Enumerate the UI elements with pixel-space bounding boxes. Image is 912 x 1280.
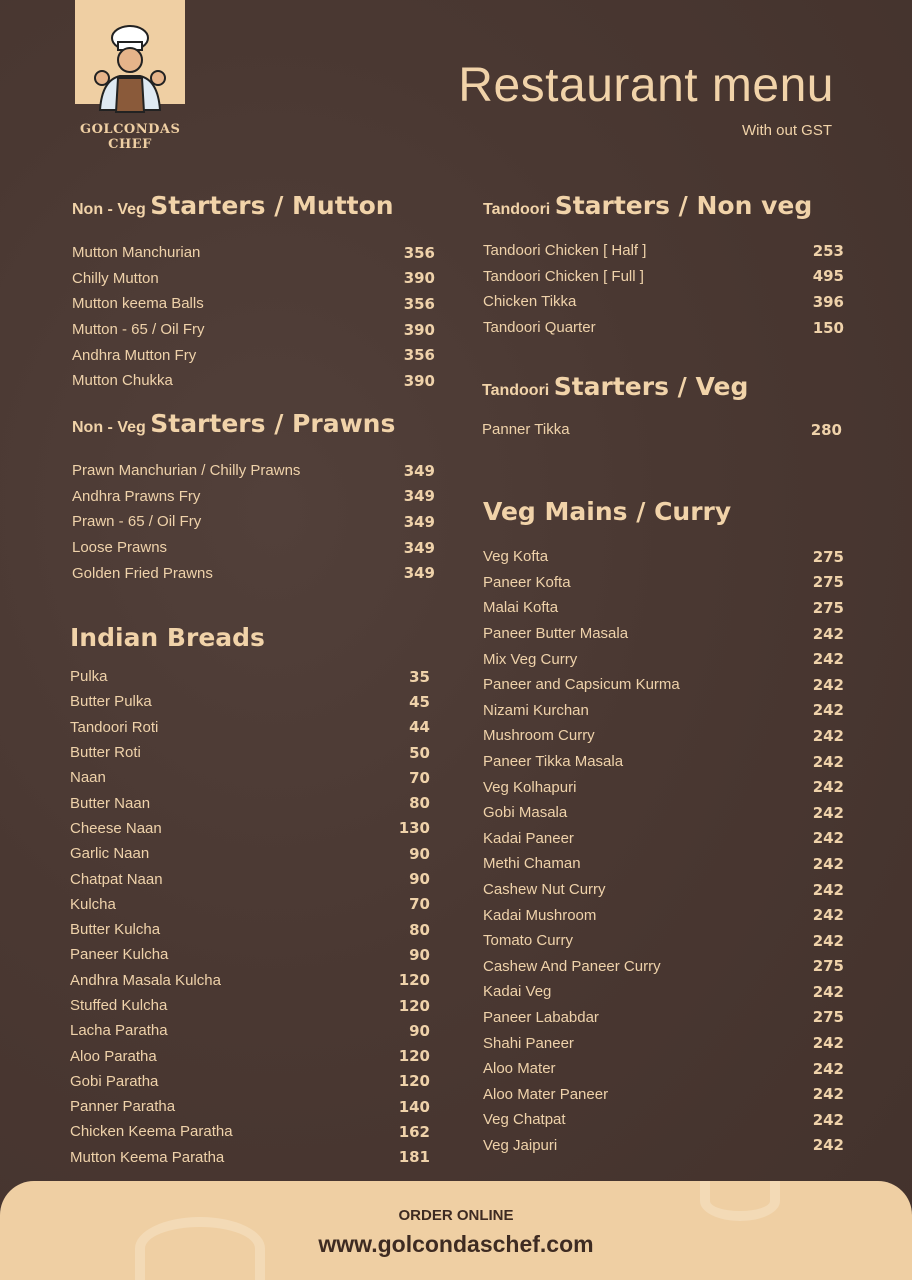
menu-item-price: 150 xyxy=(812,318,844,337)
menu-item-price: 242 xyxy=(812,803,844,822)
menu-item xyxy=(70,841,430,866)
menu-item xyxy=(72,266,435,292)
menu-item-name: Butter Kulcha xyxy=(70,921,161,939)
menu-item-name: Mushroom Curry xyxy=(483,727,595,745)
menu-item-name: Butter Pulka xyxy=(70,693,152,711)
menu-item-price: 140 xyxy=(398,1097,430,1116)
section-prawn-starters xyxy=(72,409,435,586)
menu-item-name: Lacha Paratha xyxy=(70,1022,168,1040)
menu-item-name: Aloo Paratha xyxy=(70,1047,157,1065)
menu-item-name: Tandoori Chicken [ Full ] xyxy=(483,267,644,285)
brand-logo-text xyxy=(80,122,180,152)
menu-item-price: 70 xyxy=(409,895,430,914)
menu-item-name: Chicken Keema Paratha xyxy=(70,1123,233,1141)
menu-item xyxy=(483,698,844,724)
menu-item-price: 242 xyxy=(812,906,844,925)
menu-item xyxy=(72,291,435,317)
section-heading xyxy=(482,372,842,401)
menu-item-name: Shahi Paneer xyxy=(483,1034,574,1052)
menu-item-price: 70 xyxy=(409,768,430,787)
menu-item-name: Andhra Mutton Fry xyxy=(72,346,197,364)
menu-item-name: Mutton keema Balls xyxy=(72,295,204,313)
menu-item-name: Chicken Tikka xyxy=(483,293,577,311)
menu-item-price: 349 xyxy=(403,512,435,531)
menu-item-name: Paneer Tikka Masala xyxy=(483,753,624,771)
menu-item-price: 349 xyxy=(403,538,435,557)
menu-item-price: 242 xyxy=(812,726,844,745)
section-title: Indian Breads xyxy=(70,623,265,652)
page-subtitle: With out GST xyxy=(741,122,832,139)
menu-item xyxy=(483,264,844,290)
menu-item xyxy=(72,509,435,535)
menu-item-price: 349 xyxy=(403,564,435,583)
menu-item-name: Gobi Masala xyxy=(483,804,568,822)
menu-item-price: 242 xyxy=(812,1110,844,1129)
menu-item-price: 349 xyxy=(403,487,435,506)
menu-item xyxy=(70,942,430,967)
menu-item-price: 242 xyxy=(812,650,844,669)
menu-item xyxy=(483,238,844,264)
menu-item-name: Butter Roti xyxy=(70,744,141,762)
menu-item-name: Cashew And Paneer Curry xyxy=(483,957,661,975)
menu-item-price: 50 xyxy=(409,743,430,762)
menu-item-name: Paneer Butter Masala xyxy=(483,625,629,643)
menu-item-price: 35 xyxy=(409,667,430,686)
menu-item-name: Kulcha xyxy=(70,895,116,913)
menu-item-price: 80 xyxy=(409,920,430,939)
menu-item-name: Tandoori Quarter xyxy=(483,319,596,337)
menu-item-name: Andhra Masala Kulcha xyxy=(70,971,221,989)
menu-item-price: 120 xyxy=(398,996,430,1015)
menu-item-price: 242 xyxy=(812,1034,844,1053)
menu-item xyxy=(483,800,844,826)
menu-item xyxy=(70,816,430,841)
menu-item-name: Andhra Prawns Fry xyxy=(72,487,201,505)
menu-item-price: 495 xyxy=(812,267,844,286)
menu-item-name: Cashew Nut Curry xyxy=(483,881,606,899)
menu-item-list xyxy=(70,664,430,1170)
section-title: Veg Mains / Curry xyxy=(483,497,732,526)
menu-item xyxy=(72,535,435,561)
menu-item-name: Stuffed Kulcha xyxy=(70,997,168,1014)
menu-item xyxy=(70,1145,430,1170)
section-prefix: Tandoori xyxy=(482,382,550,399)
order-online-label: ORDER ONLINE xyxy=(398,1207,514,1224)
menu-item-price: 242 xyxy=(812,829,844,848)
section-prefix: Tandoori xyxy=(483,201,551,218)
menu-item-name: Mutton Keema Paratha xyxy=(70,1148,225,1166)
section-mutton-starters xyxy=(72,191,435,394)
menu-item-price: 242 xyxy=(812,752,844,771)
menu-item xyxy=(483,826,844,852)
menu-item-name: Panner Paratha xyxy=(70,1098,176,1116)
menu-item-name: Golden Fried Prawns xyxy=(72,564,213,582)
menu-item-name: Paneer Kulcha xyxy=(70,946,169,964)
menu-item-price: 275 xyxy=(812,1008,844,1027)
menu-item xyxy=(483,646,844,672)
website-link[interactable]: www.golcondaschef.com xyxy=(318,1231,594,1257)
menu-item-name: Chatpat Naan xyxy=(70,870,163,888)
menu-item xyxy=(483,723,844,749)
menu-item-price: 356 xyxy=(403,346,435,365)
menu-item xyxy=(483,595,844,621)
menu-item-name: Tandoori Chicken [ Half ] xyxy=(483,242,647,260)
section-veg-mains xyxy=(483,497,844,1158)
menu-item-price: 80 xyxy=(409,794,430,813)
menu-item-price: 242 xyxy=(812,1085,844,1104)
menu-item xyxy=(483,749,844,775)
menu-item xyxy=(70,740,430,765)
menu-item xyxy=(483,1133,844,1159)
menu-item-price: 390 xyxy=(403,269,435,288)
menu-item xyxy=(72,458,435,484)
brand-name-line1: GOLCONDAS xyxy=(80,122,181,137)
menu-item-price: 181 xyxy=(398,1148,430,1167)
footer-banner xyxy=(0,1181,912,1280)
menu-item xyxy=(483,877,844,903)
menu-item-name: Panner Tikka xyxy=(482,421,570,439)
menu-item xyxy=(72,484,435,510)
menu-item-name: Paneer Lababdar xyxy=(483,1008,599,1026)
menu-item-list xyxy=(72,240,435,394)
menu-item-price: 120 xyxy=(398,1047,430,1066)
menu-item-name: Aloo Mater xyxy=(483,1060,556,1078)
menu-item xyxy=(70,664,430,689)
section-heading xyxy=(483,191,844,220)
menu-item xyxy=(72,240,435,266)
menu-item xyxy=(70,1043,430,1068)
menu-item-name: Veg Kofta xyxy=(483,548,549,566)
menu-item-name: Pulka xyxy=(70,668,108,686)
menu-item-name: Methi Chaman xyxy=(483,855,581,873)
menu-item xyxy=(483,1081,844,1107)
menu-item xyxy=(70,1094,430,1119)
menu-item-price: 242 xyxy=(812,701,844,720)
section-tandoori-veg xyxy=(482,372,842,443)
menu-item-price: 396 xyxy=(812,292,844,311)
menu-item-price: 253 xyxy=(812,241,844,260)
brand-name-line2: CHEF xyxy=(108,137,152,152)
menu-item xyxy=(72,342,435,368)
menu-item-name: Mutton - 65 / Oil Fry xyxy=(72,321,205,339)
menu-item-price: 242 xyxy=(812,880,844,899)
menu-item-price: 130 xyxy=(398,819,430,838)
menu-item xyxy=(483,315,844,341)
section-title: Starters / Mutton xyxy=(150,191,394,220)
section-prefix: Non - Veg xyxy=(72,201,146,218)
menu-item-price: 242 xyxy=(812,778,844,797)
menu-item xyxy=(72,368,435,394)
menu-item xyxy=(483,1107,844,1133)
menu-item-name: Veg Chatpat xyxy=(483,1111,566,1129)
menu-item-name: Veg Jaipuri xyxy=(483,1136,558,1154)
menu-item xyxy=(483,621,844,647)
menu-item-price: 280 xyxy=(810,420,842,439)
menu-item-price: 356 xyxy=(403,294,435,313)
menu-item xyxy=(70,968,430,993)
chef-mascot-icon xyxy=(80,20,180,120)
menu-item-name: Kadai Veg xyxy=(483,983,552,1001)
menu-item-name: Mix Veg Curry xyxy=(483,650,578,668)
menu-item xyxy=(483,1005,844,1031)
menu-item-price: 242 xyxy=(812,982,844,1001)
section-heading xyxy=(72,409,435,438)
menu-item-price: 90 xyxy=(409,844,430,863)
menu-item-name: Butter Naan xyxy=(70,794,151,812)
menu-item-price: 242 xyxy=(812,675,844,694)
menu-item-name: Prawn - 65 / Oil Fry xyxy=(72,513,202,531)
menu-item xyxy=(72,560,435,586)
section-title: Starters / Prawns xyxy=(150,409,396,438)
menu-item xyxy=(70,765,430,790)
menu-item xyxy=(483,979,844,1005)
menu-item-name: Prawn Manchurian / Chilly Prawns xyxy=(72,462,301,480)
menu-item-name: Loose Prawns xyxy=(72,539,168,557)
menu-item xyxy=(70,993,430,1018)
menu-item-price: 45 xyxy=(409,692,430,711)
menu-item-price: 90 xyxy=(409,1021,430,1040)
menu-item-name: Paneer and Capsicum Kurma xyxy=(483,676,680,694)
menu-item-price: 390 xyxy=(403,371,435,390)
menu-item xyxy=(483,1030,844,1056)
menu-item xyxy=(483,544,844,570)
menu-item-price: 275 xyxy=(812,957,844,976)
menu-item-name: Gobi Paratha xyxy=(70,1072,159,1090)
menu-item xyxy=(483,954,844,980)
menu-item-price: 90 xyxy=(409,870,430,889)
menu-item-price: 242 xyxy=(812,1059,844,1078)
menu-item-price: 390 xyxy=(403,320,435,339)
menu-item-list xyxy=(483,544,844,1158)
menu-item xyxy=(483,672,844,698)
menu-item-name: Mutton Chukka xyxy=(72,372,173,390)
menu-item-name: Kadai Mushroom xyxy=(483,906,597,924)
menu-item-name: Mutton Manchurian xyxy=(72,244,201,262)
menu-item-list xyxy=(483,238,844,340)
menu-item-price: 242 xyxy=(812,854,844,873)
menu-item-name: Chilly Mutton xyxy=(72,269,159,287)
menu-item-name: Paneer Kofta xyxy=(483,573,571,591)
section-title: Starters / Non veg xyxy=(554,191,813,220)
section-title: Starters / Veg xyxy=(553,372,749,401)
section-tandoori-nonveg xyxy=(483,191,844,340)
menu-item-list xyxy=(72,458,435,586)
menu-item-name: Tandoori Roti xyxy=(70,718,159,736)
menu-item-price: 242 xyxy=(812,624,844,643)
menu-item xyxy=(70,689,430,714)
menu-item-name: Naan xyxy=(70,769,106,787)
menu-item-price: 162 xyxy=(398,1122,430,1141)
menu-item-name: Nizami Kurchan xyxy=(483,701,589,719)
menu-item-price: 275 xyxy=(812,598,844,617)
menu-item-name: Veg Kolhapuri xyxy=(483,778,577,796)
menu-item xyxy=(70,892,430,917)
menu-item xyxy=(483,289,844,315)
menu-item-name: Tomato Curry xyxy=(483,932,574,950)
menu-item xyxy=(72,317,435,343)
menu-item-price: 356 xyxy=(403,243,435,262)
menu-item-price: 44 xyxy=(409,718,430,737)
menu-item xyxy=(483,1056,844,1082)
menu-item-price: 349 xyxy=(403,461,435,480)
menu-item xyxy=(483,774,844,800)
menu-item xyxy=(70,866,430,891)
menu-item xyxy=(483,851,844,877)
section-prefix: Non - Veg xyxy=(72,419,146,436)
menu-item-list xyxy=(482,417,842,443)
menu-item-name: Aloo Mater Paneer xyxy=(483,1085,609,1103)
menu-item xyxy=(483,928,844,954)
menu-item-name: Garlic Naan xyxy=(70,845,150,863)
menu-item xyxy=(70,917,430,942)
menu-item xyxy=(70,1069,430,1094)
menu-item xyxy=(483,570,844,596)
menu-item-name: Cheese Naan xyxy=(70,819,162,837)
menu-item xyxy=(70,1018,430,1043)
menu-item xyxy=(70,790,430,815)
section-heading xyxy=(483,497,844,526)
menu-item-price: 242 xyxy=(812,1136,844,1155)
menu-item xyxy=(70,715,430,740)
page-title: Restaurant menu xyxy=(458,59,834,112)
menu-item-price: 120 xyxy=(398,1072,430,1091)
menu-item-price: 242 xyxy=(812,931,844,950)
menu-item-name: Malai Kofta xyxy=(483,599,559,617)
menu-item-price: 275 xyxy=(812,547,844,566)
menu-item xyxy=(483,902,844,928)
section-heading xyxy=(72,191,435,220)
menu-item-price: 275 xyxy=(812,573,844,592)
section-heading xyxy=(70,623,430,652)
section-indian-breads xyxy=(70,623,430,1170)
menu-item-price: 120 xyxy=(398,971,430,990)
menu-item-price: 90 xyxy=(409,945,430,964)
menu-item xyxy=(482,417,842,443)
menu-item-name: Kadai Paneer xyxy=(483,829,574,847)
menu-item xyxy=(70,1119,430,1144)
